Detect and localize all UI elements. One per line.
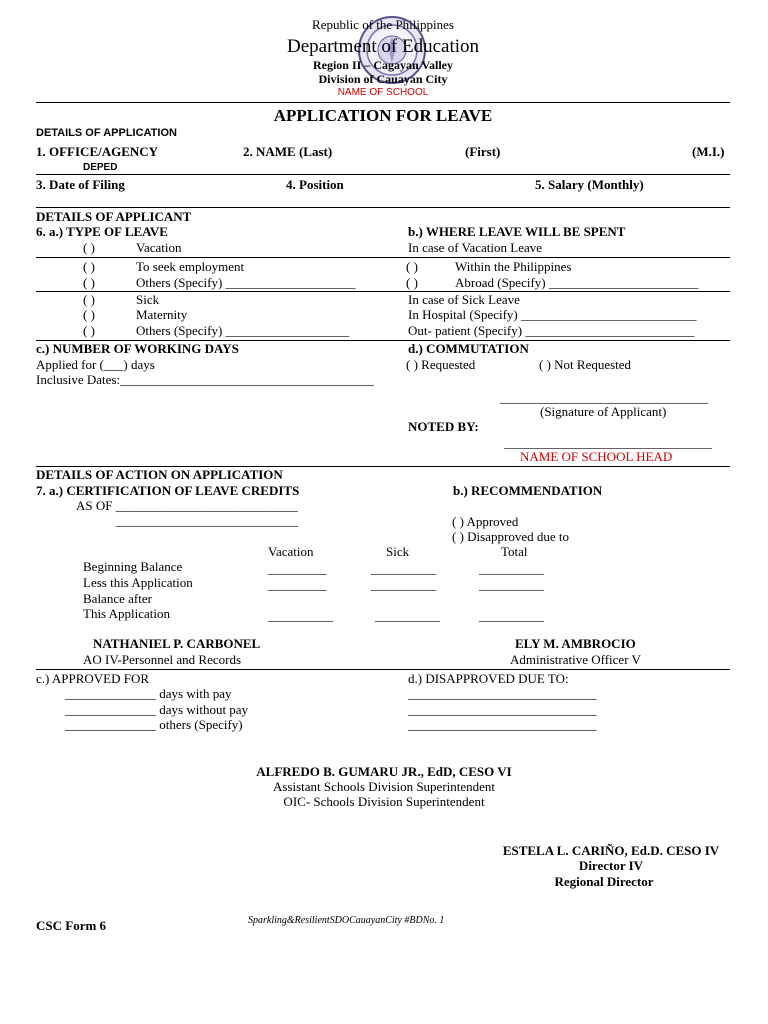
salary-label: 5. Salary (Monthly) (535, 177, 644, 192)
as-of-line2: ____________________________ (116, 513, 298, 528)
balance-total-blank[interactable]: __________ (479, 608, 544, 623)
signatory1-title: AO IV-Personnel and Records (83, 652, 242, 667)
vacation-label: Vacation (136, 240, 182, 255)
beginning-vacation-blank[interactable]: _________ (268, 561, 327, 576)
maternity-label: Maternity (136, 307, 188, 322)
name-first-label: (First) (465, 144, 501, 159)
office-value: DEPED (83, 162, 118, 173)
office-label: 1. OFFICE/AGENCY (36, 144, 159, 159)
days-with-pay-field[interactable]: ______________ days with pay (65, 686, 232, 701)
rd-title-1: Director IV (578, 858, 644, 873)
row-balance-after: Balance after (83, 591, 152, 606)
within-ph-label: Within the Philippines (455, 259, 572, 274)
seek-employment-checkbox[interactable]: ( ) (83, 259, 95, 274)
approved-for-label: c.) APPROVED FOR (36, 671, 150, 686)
commutation-label: d.) COMMUTATION (408, 341, 529, 356)
signature-line: ________________________________ (500, 390, 708, 405)
disapproved-line-3[interactable]: _____________________________ (408, 717, 597, 732)
details-action-heading: DETAILS OF ACTION ON APPLICATION (36, 467, 283, 482)
col-total-header: Total (501, 544, 528, 559)
others-sick-field[interactable]: Others (Specify) ___________________ (136, 323, 350, 338)
where-leave-label: b.) WHERE LEAVE WILL BE SPENT (408, 224, 626, 239)
disapproved-line-2[interactable]: _____________________________ (408, 702, 597, 717)
others-vacation-checkbox[interactable]: ( ) (83, 275, 95, 290)
within-ph-checkbox[interactable]: ( ) (406, 259, 418, 274)
others-sick-checkbox[interactable]: ( ) (83, 323, 95, 338)
division-text: Division of Cauayan City (318, 72, 448, 86)
col-vacation-header: Vacation (268, 544, 314, 559)
name-last-label: 2. NAME (Last) (243, 144, 333, 159)
beginning-total-blank[interactable]: __________ (479, 561, 544, 576)
recommendation-label: b.) RECOMMENDATION (453, 483, 603, 498)
col-sick-header: Sick (386, 544, 410, 559)
applied-for-field[interactable]: Applied for (___) days (36, 357, 155, 372)
form-title: APPLICATION FOR LEAVE (273, 106, 493, 125)
requested-checkbox[interactable]: ( ) Requested (406, 357, 476, 372)
details-applicant-heading: DETAILS OF APPLICANT (36, 209, 192, 224)
others-specify-field[interactable]: ______________ others (Specify) (65, 717, 243, 732)
republic-text: Republic of the Philippines (312, 17, 454, 32)
approved-checkbox[interactable]: ( ) Approved (452, 514, 519, 529)
seek-employment-label: To seek employment (136, 259, 245, 274)
rule (36, 257, 730, 258)
abroad-checkbox[interactable]: ( ) (406, 275, 418, 290)
less-sick-blank[interactable]: __________ (371, 577, 436, 592)
asds-name: ALFREDO B. GUMARU JR., EdD, CESO VI (256, 764, 512, 779)
school-name-text: NAME OF SCHOOL (337, 87, 429, 98)
beginning-sick-blank[interactable]: __________ (371, 561, 436, 576)
row-this-application: This Application (83, 606, 171, 621)
filing-label: 3. Date of Filing (36, 177, 125, 192)
inclusive-dates-field[interactable]: Inclusive Dates:_______________________________________ (36, 372, 374, 387)
rule (36, 174, 730, 175)
as-of-field[interactable]: AS OF ____________________________ (76, 498, 298, 513)
rd-title-2: Regional Director (554, 874, 654, 889)
row-beginning-balance: Beginning Balance (83, 559, 183, 574)
type-of-leave-label: 6. a.) TYPE OF LEAVE (36, 224, 168, 239)
less-vacation-blank[interactable]: _________ (268, 577, 327, 592)
others-vacation-field[interactable]: Others (Specify) ____________________ (136, 275, 356, 290)
school-head-name: NAME OF SCHOOL HEAD (520, 449, 673, 464)
less-total-blank[interactable]: __________ (479, 577, 544, 592)
rd-name: ESTELA L. CARIÑO, Ed.D. CESO IV (502, 843, 720, 858)
vacation-checkbox[interactable]: ( ) (83, 240, 95, 255)
region-text: Region II – Cagayan Valley (312, 58, 454, 72)
in-hospital-field[interactable]: In Hospital (Specify) ___________________________ (408, 307, 697, 322)
name-mi-label: (M.I.) (692, 144, 725, 159)
row-less-application: Less this Application (83, 575, 193, 590)
abroad-field[interactable]: Abroad (Specify) _______________________ (455, 275, 699, 290)
details-application-heading: DETAILS OF APPLICATION (36, 127, 177, 139)
header-rule (36, 102, 730, 103)
signature-label: (Signature of Applicant) (540, 404, 667, 419)
sick-label: Sick (136, 292, 160, 307)
asds-title-2: OIC- Schools Division Superintendent (283, 794, 485, 809)
working-days-label: c.) NUMBER OF WORKING DAYS (36, 341, 239, 356)
signatory2-name: ELY M. AMBROCIO (515, 636, 636, 651)
not-requested-checkbox[interactable]: ( ) Not Requested (539, 357, 632, 372)
signatory2-title: Administrative Officer V (510, 652, 641, 667)
rule (36, 207, 730, 208)
disapproved-due-label: d.) DISAPPROVED DUE TO: (408, 671, 569, 686)
certification-label: 7. a.) CERTIFICATION OF LEAVE CREDITS (36, 483, 300, 498)
out-patient-field[interactable]: Out- patient (Specify) __________________________ (408, 323, 695, 338)
disapproved-line-1[interactable]: _____________________________ (408, 686, 597, 701)
disapproved-checkbox[interactable]: ( ) Disapproved due to (452, 529, 569, 544)
signatory1-name: NATHANIEL P. CARBONEL (93, 636, 261, 651)
maternity-checkbox[interactable]: ( ) (83, 307, 95, 322)
rule (36, 669, 730, 670)
in-case-sick-label: In case of Sick Leave (408, 292, 520, 307)
days-without-pay-field[interactable]: ______________ days without pay (65, 702, 249, 717)
balance-sick-blank[interactable]: __________ (375, 608, 440, 623)
department-title: Department of Education (286, 36, 480, 57)
in-case-vacation-label: In case of Vacation Leave (408, 240, 543, 255)
csc-form-number: CSC Form 6 (36, 918, 107, 933)
sick-checkbox[interactable]: ( ) (83, 292, 95, 307)
asds-title-1: Assistant Schools Division Superintendent (272, 779, 496, 794)
position-label: 4. Position (286, 177, 344, 192)
school-head-line: ________________________________ (504, 435, 712, 450)
balance-vacation-blank[interactable]: __________ (268, 608, 333, 623)
noted-by-label: NOTED BY: (408, 419, 479, 434)
footer-tagline: Sparkling&ResilientSDOCauayanCity #BDNo. 1 (248, 915, 445, 926)
